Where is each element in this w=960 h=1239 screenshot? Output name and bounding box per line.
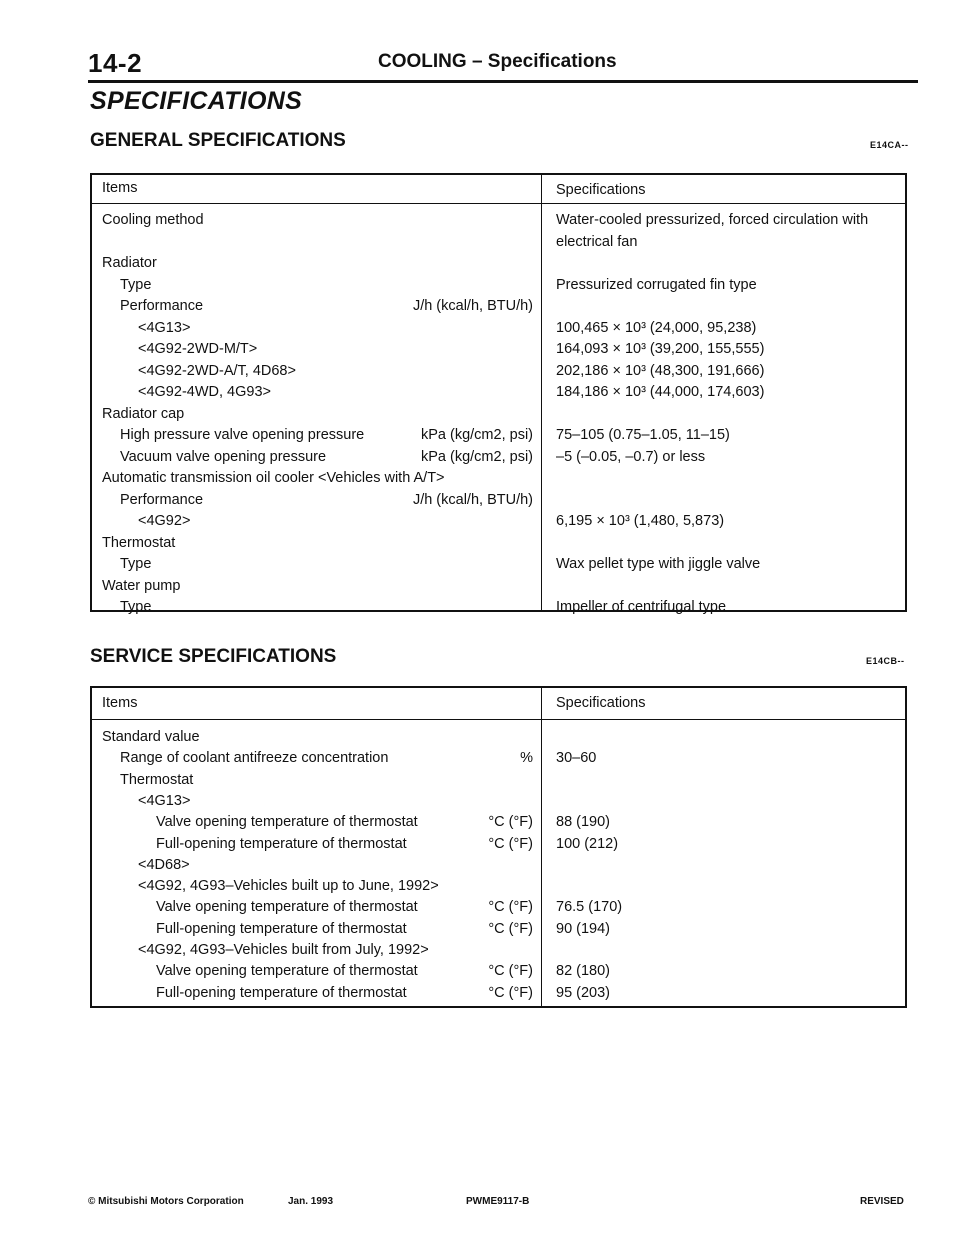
- row-spec: 88 (190): [556, 814, 611, 831]
- row-spec: 164,093 × 10³ (39,200, 155,555): [556, 341, 765, 357]
- service-specs-heading: SERVICE SPECIFICATIONS: [90, 646, 337, 667]
- row-item: Full-opening temperature of thermostat: [156, 835, 407, 852]
- row-item: Type: [120, 556, 152, 572]
- general-specs-heading: GENERAL SPECIFICATIONS: [90, 130, 346, 151]
- running-title: COOLING – Specifications: [378, 51, 617, 72]
- row-spec: 75–105 (0.75–1.05, 11–15): [556, 427, 730, 443]
- row-item: <4G13>: [138, 792, 191, 809]
- row-unit: %: [520, 750, 533, 767]
- row-item: <4G92-4WD, 4G93>: [138, 384, 271, 400]
- column-divider: [541, 175, 542, 610]
- row-spec: 76.5 (170): [556, 899, 623, 916]
- col-items-header: Items: [102, 180, 138, 196]
- header-divider: [92, 719, 905, 720]
- row-item: Thermostat: [102, 534, 176, 551]
- row-spec: Impeller of centrifugal type: [556, 599, 727, 615]
- row-spec: Pressurized corrugated fin type: [556, 276, 757, 293]
- row-item: <4G92-2WD-M/T>: [138, 341, 258, 357]
- row-unit: kPa (kg/cm2, psi): [421, 448, 533, 465]
- row-spec: Water-cooled pressurized, forced circulation with: [556, 212, 869, 228]
- col-specs-header: Specifications: [556, 182, 646, 198]
- row-spec: 100 (212): [556, 835, 619, 852]
- row-item: Full-opening temperature of thermostat: [156, 984, 407, 1001]
- row-unit: J/h (kcal/h, BTU/h): [412, 491, 533, 508]
- row-spec: 90 (194): [556, 920, 611, 937]
- footer-date: Jan. 1993: [288, 1196, 334, 1207]
- row-spec: 82 (180): [556, 963, 611, 980]
- general-specs-code: E14CA--: [870, 140, 909, 150]
- row-item: Standard value: [102, 729, 200, 745]
- row-item: Valve opening temperature of thermostat: [156, 899, 418, 916]
- page-title: SPECIFICATIONS: [90, 87, 303, 115]
- row-spec: 184,186 × 10³ (44,000, 174,603): [556, 384, 765, 400]
- row-item: <4G92>: [138, 513, 191, 529]
- row-item: Full-opening temperature of thermostat: [156, 920, 407, 937]
- row-spec: 95 (203): [556, 984, 611, 1001]
- header-divider: [92, 203, 905, 204]
- row-item: <4G13>: [138, 319, 191, 336]
- row-item: Radiator cap: [102, 405, 185, 422]
- row-item: Vacuum valve opening pressure: [120, 448, 327, 465]
- row-unit: °C (°F): [488, 963, 533, 980]
- general-specs-table: [90, 173, 907, 615]
- row-item: Type: [120, 599, 152, 615]
- row-item: Range of coolant antifreeze concentration: [120, 750, 389, 767]
- row-item: Cooling method: [102, 212, 204, 228]
- row-item: Performance: [120, 298, 204, 314]
- row-item: Thermostat: [120, 771, 194, 788]
- footer-status: REVISED: [860, 1196, 904, 1207]
- page-number: 14-2: [88, 48, 143, 78]
- row-spec: 30–60: [556, 750, 597, 767]
- footer-copyright: © Mitsubishi Motors Corporation: [88, 1196, 244, 1207]
- col-specs-header: Specifications: [556, 695, 646, 711]
- row-item: Valve opening temperature of thermostat: [156, 963, 418, 980]
- row-unit: °C (°F): [488, 814, 533, 831]
- row-unit: °C (°F): [488, 835, 533, 852]
- row-spec: –5 (–0.05, –0.7) or less: [556, 448, 706, 465]
- row-unit: °C (°F): [488, 899, 533, 916]
- footer-doc-id: PWME9117-B: [466, 1196, 530, 1207]
- row-item: High pressure valve opening pressure: [120, 427, 365, 443]
- column-divider: [541, 688, 542, 1006]
- row-item: Radiator: [102, 255, 157, 271]
- row-spec: Wax pellet type with jiggle valve: [556, 556, 761, 572]
- row-item: Type: [120, 276, 152, 293]
- row-item: <4G92, 4G93–Vehicles built up to June, 1992>: [138, 878, 439, 895]
- service-specs-table: [90, 686, 907, 1008]
- row-item: Water pump: [102, 577, 181, 594]
- row-unit: kPa (kg/cm2, psi): [421, 427, 533, 443]
- row-unit: J/h (kcal/h, BTU/h): [412, 298, 533, 314]
- page-header: [88, 48, 918, 83]
- col-items-header: Items: [102, 695, 138, 711]
- row-spec: 100,465 × 10³ (24,000, 95,238): [556, 319, 757, 336]
- row-spec: 202,186 × 10³ (48,300, 191,666): [556, 362, 765, 379]
- row-spec: electrical fan: [556, 233, 638, 250]
- row-item: <4G92, 4G93–Vehicles built from July, 1992>: [138, 942, 429, 958]
- row-item: Automatic transmission oil cooler <Vehicles with A/T>: [102, 470, 445, 486]
- row-item: Valve opening temperature of thermostat: [156, 814, 418, 831]
- row-unit: °C (°F): [488, 920, 533, 937]
- row-unit: °C (°F): [488, 984, 533, 1001]
- row-item: <4D68>: [138, 856, 190, 873]
- row-spec: 6,195 × 10³ (1,480, 5,873): [556, 513, 725, 529]
- service-specs-code: E14CB--: [866, 656, 905, 666]
- row-item: Performance: [120, 491, 204, 508]
- row-item: <4G92-2WD-A/T, 4D68>: [138, 362, 296, 379]
